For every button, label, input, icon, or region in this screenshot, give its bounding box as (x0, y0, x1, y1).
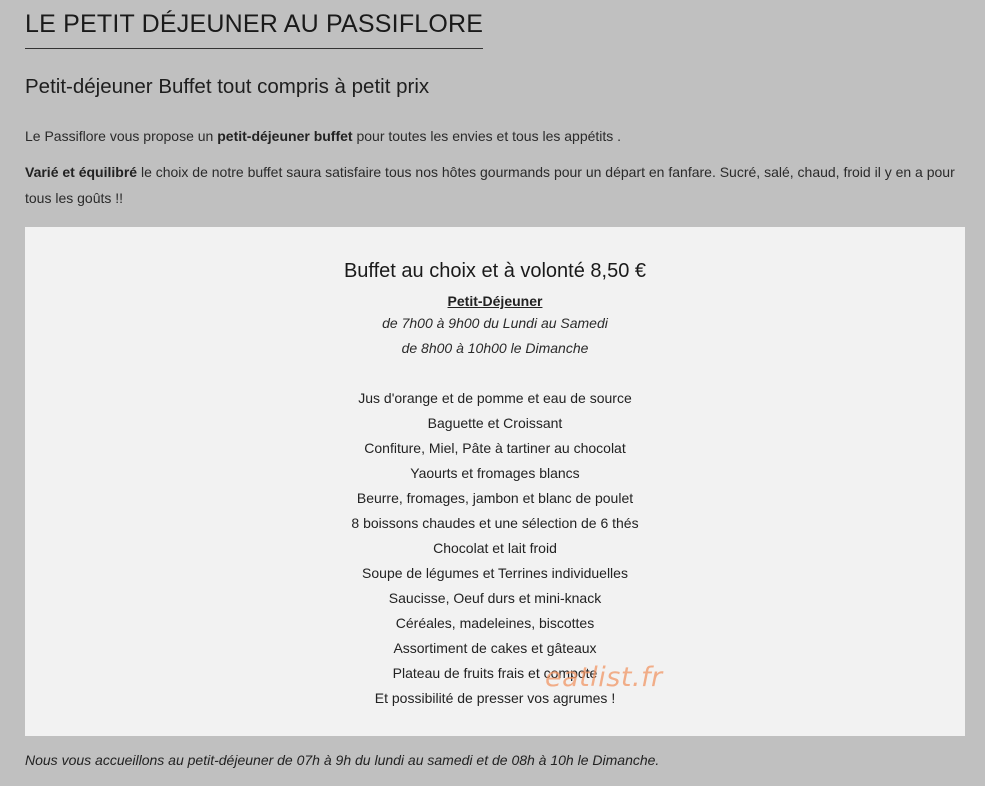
intro-2-rest: le choix de notre buffet saura satisfaire tous nos hôtes gourmands pour un départ en fanfare. Sucré, salé, chaud, froid il y en a pour tous les goûts !! (25, 164, 955, 206)
eatlist-watermark: eatlist.fr (545, 662, 663, 693)
intro-paragraph-2 (25, 159, 965, 211)
intro-2-emphasis: Varié et équilibré (25, 164, 138, 180)
menu-heading: Petit-Déjeuner (447, 293, 543, 309)
intro-paragraph-1 (25, 123, 965, 149)
buffet-menu-box (25, 227, 965, 736)
page-title: LE PETIT DÉJEUNER AU PASSIFLORE (25, 10, 483, 49)
menu-item: Beurre, fromages, jambon et blanc de poulet (356, 490, 634, 506)
menu-item: Chocolat et lait froid (433, 540, 557, 556)
page-subtitle: Petit-déjeuner Buffet tout compris à petit prix (25, 75, 430, 98)
menu-item: Yaourts et fromages blancs (410, 465, 580, 481)
menu-item: Jus d'orange et de pomme et eau de source (358, 390, 632, 406)
menu-item: Plateau de fruits frais et compote (392, 665, 598, 681)
intro-1-emphasis: petit-déjeuner buffet (217, 128, 353, 144)
menu-item: Baguette et Croissant (427, 415, 563, 431)
page-content (25, 0, 965, 768)
menu-hours-sunday: de 8h00 à 10h00 le Dimanche (401, 340, 589, 356)
menu-item: Céréales, madeleines, biscottes (395, 615, 595, 631)
intro-1-lead: Le Passiflore vous propose un (25, 128, 218, 144)
menu-item: Assortiment de cakes et gâteaux (393, 640, 597, 656)
menu-hours-weekdays: de 7h00 à 9h00 du Lundi au Samedi (382, 315, 608, 331)
menu-item: Saucisse, Oeuf durs et mini-knack (388, 590, 602, 606)
intro-1-rest: pour toutes les envies et tous les appétits . (352, 128, 622, 144)
footer-note: Nous vous accueillons au petit-déjeuner de 07h à 9h du lundi au samedi et de 08h à 10h le Dimanche. (25, 752, 660, 768)
buffet-title: Buffet au choix et à volonté 8,50 € (343, 260, 647, 282)
menu-item: Confiture, Miel, Pâte à tartiner au chocolat (364, 440, 626, 456)
menu-item-list (25, 386, 965, 711)
menu-item: 8 boissons chaudes et une sélection de 6 thés (351, 515, 639, 531)
menu-item: Et possibilité de presser vos agrumes ! (374, 690, 616, 706)
menu-item: Soupe de légumes et Terrines individuelles (362, 565, 628, 581)
